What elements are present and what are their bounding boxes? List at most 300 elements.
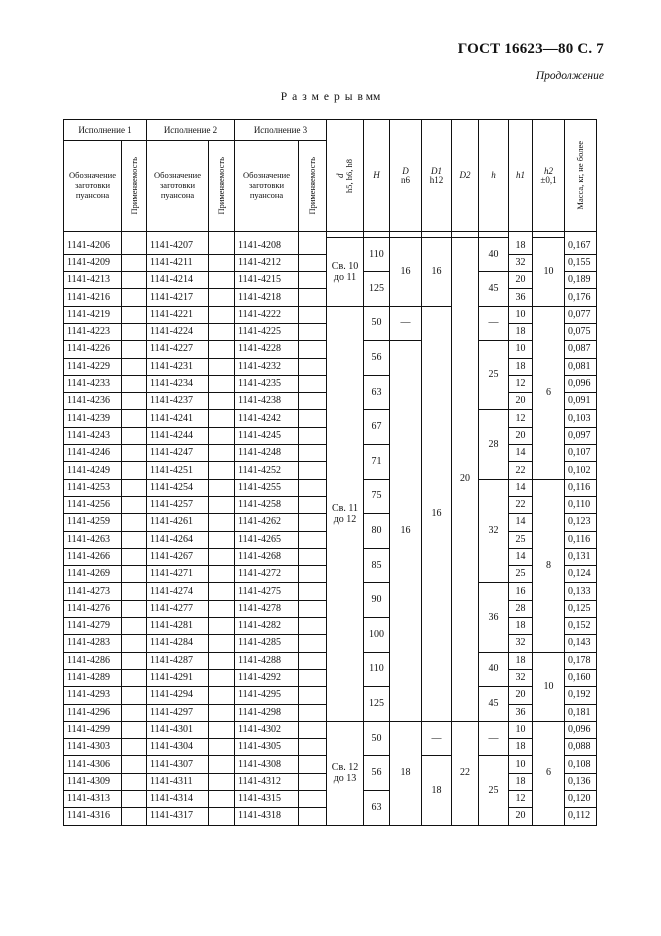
cell-h: 40 <box>479 238 509 272</box>
header-H: H <box>364 120 390 232</box>
header-designation-2 <box>147 141 209 232</box>
designation-exec3: 1141-4238 <box>235 393 299 410</box>
designation-exec1: 1141-4289 <box>64 669 122 686</box>
cell-mass: 0,088 <box>565 739 597 756</box>
cell-h: 50 <box>364 721 390 756</box>
designation-exec3: 1141-4265 <box>235 531 299 548</box>
cell-h1: 32 <box>509 254 533 271</box>
cell-h1: 18 <box>509 618 533 635</box>
designation-exec3: 1141-4288 <box>235 652 299 669</box>
designation-exec2: 1141-4304 <box>147 739 209 756</box>
cell-h: 36 <box>479 583 509 652</box>
applicability-exec1 <box>122 652 147 669</box>
cell-h1: 14 <box>509 514 533 531</box>
cell-h1: 18 <box>509 358 533 375</box>
cell-mass: 0,123 <box>565 514 597 531</box>
applicability-exec3 <box>299 427 327 444</box>
designation-exec3: 1141-4245 <box>235 427 299 444</box>
cell-mass: 0,143 <box>565 635 597 652</box>
cell-mass: 0,189 <box>565 272 597 289</box>
designation-exec2: 1141-4211 <box>147 254 209 271</box>
header-designation-1-text: Обозначение заготовки пуансона <box>69 170 116 200</box>
applicability-exec1 <box>122 739 147 756</box>
cell-h: 110 <box>364 652 390 687</box>
cell-mass: 0,107 <box>565 445 597 462</box>
applicability-exec3 <box>299 652 327 669</box>
designation-exec3: 1141-4255 <box>235 479 299 496</box>
header-h2-symbol: h2 <box>544 165 553 176</box>
designation-exec2: 1141-4264 <box>147 531 209 548</box>
cell-mass: 0,097 <box>565 427 597 444</box>
cell-h2: 6 <box>533 306 565 479</box>
cell-h1: 36 <box>509 704 533 721</box>
designation-exec3: 1141-4272 <box>235 566 299 583</box>
designation-exec3: 1141-4298 <box>235 704 299 721</box>
designation-exec2: 1141-4271 <box>147 566 209 583</box>
applicability-exec1 <box>122 618 147 635</box>
designation-exec1: 1141-4293 <box>64 687 122 704</box>
header-applicability-2 <box>209 141 235 232</box>
cell-h1: 20 <box>509 687 533 704</box>
applicability-exec2 <box>209 254 235 271</box>
applicability-exec2 <box>209 445 235 462</box>
header-designation-3 <box>235 141 299 232</box>
designation-exec2: 1141-4291 <box>147 669 209 686</box>
cell-d1: — <box>422 721 452 756</box>
applicability-exec1 <box>122 445 147 462</box>
page-header: ГОСТ 16623—80 С. 7 <box>457 41 604 57</box>
cell-h1: 36 <box>509 289 533 306</box>
cell-mass: 0,075 <box>565 323 597 340</box>
applicability-exec1 <box>122 479 147 496</box>
cell-h1: 12 <box>509 791 533 808</box>
table-row <box>64 721 597 738</box>
header-D1-tol: h12 <box>429 174 444 185</box>
designation-exec2: 1141-4301 <box>147 721 209 738</box>
applicability-exec3 <box>299 514 327 531</box>
cell-mass: 0,112 <box>565 808 597 825</box>
cell-mass: 0,081 <box>565 358 597 375</box>
cell-h: 56 <box>364 756 390 791</box>
designation-exec3: 1141-4315 <box>235 791 299 808</box>
applicability-exec3 <box>299 341 327 358</box>
header-exec2: Исполнение 2 <box>147 120 235 141</box>
designation-exec3: 1141-4318 <box>235 808 299 825</box>
designation-exec1: 1141-4239 <box>64 410 122 427</box>
cell-h: 63 <box>364 375 390 410</box>
applicability-exec3 <box>299 721 327 738</box>
applicability-exec3 <box>299 669 327 686</box>
designation-exec1: 1141-4243 <box>64 427 122 444</box>
designation-exec1: 1141-4253 <box>64 479 122 496</box>
applicability-exec3 <box>299 496 327 513</box>
designation-exec3: 1141-4275 <box>235 583 299 600</box>
cell-h: 100 <box>364 618 390 653</box>
designation-exec3: 1141-4262 <box>235 514 299 531</box>
header-applicability-1 <box>122 141 147 232</box>
cell-d: 16 <box>390 238 422 307</box>
cell-mass: 0,116 <box>565 531 597 548</box>
cell-mass: 0,152 <box>565 618 597 635</box>
cell-d: 18 <box>390 721 422 825</box>
designation-exec2: 1141-4274 <box>147 583 209 600</box>
applicability-exec3 <box>299 548 327 565</box>
designation-exec3: 1141-4225 <box>235 323 299 340</box>
cell-h1: 10 <box>509 306 533 323</box>
cell-mass: 0,181 <box>565 704 597 721</box>
designation-exec1: 1141-4246 <box>64 445 122 462</box>
designation-exec2: 1141-4281 <box>147 618 209 635</box>
applicability-exec1 <box>122 531 147 548</box>
applicability-exec2 <box>209 773 235 790</box>
applicability-exec3 <box>299 739 327 756</box>
applicability-exec2 <box>209 669 235 686</box>
designation-exec2: 1141-4247 <box>147 445 209 462</box>
header-exec3: Исполнение 3 <box>235 120 327 141</box>
applicability-exec3 <box>299 410 327 427</box>
applicability-exec2 <box>209 721 235 738</box>
applicability-exec3 <box>299 479 327 496</box>
applicability-exec1 <box>122 808 147 825</box>
cell-h1: 20 <box>509 393 533 410</box>
designation-exec1: 1141-4266 <box>64 548 122 565</box>
cell-h: 110 <box>364 238 390 272</box>
applicability-exec3 <box>299 254 327 271</box>
cell-h: 75 <box>364 479 390 514</box>
cell-h1: 12 <box>509 410 533 427</box>
cell-h1: 14 <box>509 479 533 496</box>
cell-mass: 0,167 <box>565 238 597 255</box>
applicability-exec2 <box>209 600 235 617</box>
cell-h: 28 <box>479 410 509 479</box>
designation-exec1: 1141-4233 <box>64 375 122 392</box>
header-D-tol: n6 <box>401 174 410 185</box>
applicability-exec2 <box>209 791 235 808</box>
applicability-exec3 <box>299 238 327 255</box>
cell-d2: 20 <box>452 238 479 722</box>
header-h1: h1 <box>509 120 533 232</box>
sizes-caption <box>0 91 661 103</box>
applicability-exec2 <box>209 531 235 548</box>
designation-exec2: 1141-4231 <box>147 358 209 375</box>
applicability-exec3 <box>299 462 327 479</box>
designation-exec3: 1141-4295 <box>235 687 299 704</box>
cell-h: 71 <box>364 445 390 480</box>
applicability-exec1 <box>122 427 147 444</box>
applicability-exec1 <box>122 393 147 410</box>
cell-mass: 0,116 <box>565 479 597 496</box>
cell-h: 56 <box>364 341 390 376</box>
designation-exec2: 1141-4224 <box>147 323 209 340</box>
cell-mass: 0,087 <box>565 341 597 358</box>
applicability-exec2 <box>209 272 235 289</box>
cell-h1: 22 <box>509 496 533 513</box>
designation-exec3: 1141-4312 <box>235 773 299 790</box>
designation-exec2: 1141-4217 <box>147 289 209 306</box>
designation-exec2: 1141-4277 <box>147 600 209 617</box>
designation-exec1: 1141-4229 <box>64 358 122 375</box>
cell-h1: 14 <box>509 445 533 462</box>
cell-h1: 18 <box>509 323 533 340</box>
designation-exec3: 1141-4252 <box>235 462 299 479</box>
applicability-exec3 <box>299 272 327 289</box>
cell-h1: 18 <box>509 238 533 255</box>
applicability-exec3 <box>299 289 327 306</box>
cell-h: 63 <box>364 791 390 826</box>
designation-exec1: 1141-4256 <box>64 496 122 513</box>
cell-h1: 12 <box>509 375 533 392</box>
designation-exec1: 1141-4283 <box>64 635 122 652</box>
designation-exec2: 1141-4314 <box>147 791 209 808</box>
designation-exec2: 1141-4237 <box>147 393 209 410</box>
designation-exec1: 1141-4316 <box>64 808 122 825</box>
designation-exec2: 1141-4244 <box>147 427 209 444</box>
designation-exec2: 1141-4207 <box>147 238 209 255</box>
applicability-exec1 <box>122 514 147 531</box>
designation-exec2: 1141-4317 <box>147 808 209 825</box>
applicability-exec1 <box>122 254 147 271</box>
designation-exec3: 1141-4222 <box>235 306 299 323</box>
designation-exec2: 1141-4221 <box>147 306 209 323</box>
cell-mass: 0,136 <box>565 773 597 790</box>
designation-exec2: 1141-4261 <box>147 514 209 531</box>
applicability-exec3 <box>299 583 327 600</box>
cell-h: 50 <box>364 306 390 341</box>
cell-mass: 0,110 <box>565 496 597 513</box>
applicability-exec1 <box>122 566 147 583</box>
designation-exec2: 1141-4251 <box>147 462 209 479</box>
applicability-exec2 <box>209 375 235 392</box>
cell-h: 32 <box>479 479 509 583</box>
cell-mass: 0,131 <box>565 548 597 565</box>
continuation-label: Продолжение <box>535 70 604 82</box>
designation-exec1: 1141-4276 <box>64 600 122 617</box>
cell-h: 25 <box>479 341 509 410</box>
designation-exec1: 1141-4306 <box>64 756 122 773</box>
applicability-exec1 <box>122 600 147 617</box>
designation-exec2: 1141-4214 <box>147 272 209 289</box>
cell-h1: 14 <box>509 548 533 565</box>
cell-mass: 0,178 <box>565 652 597 669</box>
cell-h: 80 <box>364 514 390 549</box>
designation-exec1: 1141-4299 <box>64 721 122 738</box>
cell-d: Св. 11 до 12 <box>327 306 364 721</box>
header-h: h <box>479 120 509 232</box>
cell-h1: 18 <box>509 773 533 790</box>
cell-mass: 0,091 <box>565 393 597 410</box>
cell-h1: 28 <box>509 600 533 617</box>
cell-d1: 16 <box>422 306 452 721</box>
applicability-exec1 <box>122 375 147 392</box>
cell-h1: 18 <box>509 739 533 756</box>
designation-exec1: 1141-4279 <box>64 618 122 635</box>
sizes-word: Размеры <box>280 91 358 103</box>
applicability-exec2 <box>209 548 235 565</box>
designation-exec2: 1141-4267 <box>147 548 209 565</box>
cell-h1: 25 <box>509 531 533 548</box>
designation-exec3: 1141-4278 <box>235 600 299 617</box>
designation-exec2: 1141-4257 <box>147 496 209 513</box>
header-h2-tol: ±0,1 <box>540 174 557 185</box>
designation-exec2: 1141-4227 <box>147 341 209 358</box>
cell-d: 16 <box>390 341 422 722</box>
designation-exec1: 1141-4313 <box>64 791 122 808</box>
designation-exec3: 1141-4305 <box>235 739 299 756</box>
header-mass <box>565 120 597 232</box>
header-mass-text: Масса, кг, не более <box>575 141 586 210</box>
applicability-exec2 <box>209 462 235 479</box>
table-row <box>64 238 597 255</box>
header-designation-1 <box>64 141 122 232</box>
designation-exec1: 1141-4223 <box>64 323 122 340</box>
designation-exec3: 1141-4248 <box>235 445 299 462</box>
applicability-exec2 <box>209 739 235 756</box>
header-D-symbol: D <box>402 165 409 176</box>
header-D2: D2 <box>452 120 479 232</box>
cell-h: 45 <box>479 687 509 722</box>
applicability-exec1 <box>122 548 147 565</box>
cell-h2: 6 <box>533 721 565 825</box>
cell-h: 85 <box>364 548 390 583</box>
header-d <box>327 120 364 232</box>
designation-exec3: 1141-4212 <box>235 254 299 271</box>
cell-h1: 10 <box>509 341 533 358</box>
cell-h2: 10 <box>533 238 565 307</box>
cell-h2: 8 <box>533 479 565 652</box>
cell-h: 125 <box>364 687 390 722</box>
designation-exec3: 1141-4282 <box>235 618 299 635</box>
designation-exec2: 1141-4254 <box>147 479 209 496</box>
designation-exec3: 1141-4292 <box>235 669 299 686</box>
cell-mass: 0,108 <box>565 756 597 773</box>
header-exec1: Исполнение 1 <box>64 120 147 141</box>
designation-exec3: 1141-4285 <box>235 635 299 652</box>
designation-exec3: 1141-4268 <box>235 548 299 565</box>
applicability-exec2 <box>209 566 235 583</box>
header-h2 <box>533 120 565 232</box>
designation-exec3: 1141-4218 <box>235 289 299 306</box>
designation-exec2: 1141-4311 <box>147 773 209 790</box>
designation-exec1: 1141-4213 <box>64 272 122 289</box>
applicability-exec1 <box>122 791 147 808</box>
designation-exec1: 1141-4249 <box>64 462 122 479</box>
header-d-symbol: d <box>335 173 346 178</box>
applicability-exec2 <box>209 306 235 323</box>
applicability-exec2 <box>209 583 235 600</box>
cell-mass: 0,133 <box>565 583 597 600</box>
applicability-exec2 <box>209 756 235 773</box>
applicability-exec3 <box>299 756 327 773</box>
applicability-exec2 <box>209 808 235 825</box>
designation-exec1: 1141-4219 <box>64 306 122 323</box>
applicability-exec2 <box>209 635 235 652</box>
header-applicability-1-text: Применяемость <box>128 157 139 215</box>
applicability-exec2 <box>209 410 235 427</box>
header-D1 <box>422 120 452 232</box>
applicability-exec3 <box>299 375 327 392</box>
applicability-exec2 <box>209 289 235 306</box>
designation-exec1: 1141-4263 <box>64 531 122 548</box>
cell-h: 45 <box>479 272 509 307</box>
cell-h: 40 <box>479 652 509 687</box>
cell-h1: 18 <box>509 652 533 669</box>
applicability-exec1 <box>122 583 147 600</box>
applicability-exec2 <box>209 618 235 635</box>
cell-h2: 10 <box>533 652 565 721</box>
designation-exec3: 1141-4208 <box>235 238 299 255</box>
cell-d: Св. 10 до 11 <box>327 238 364 307</box>
dimensions-table <box>63 119 597 826</box>
designation-exec1: 1141-4273 <box>64 583 122 600</box>
applicability-exec1 <box>122 773 147 790</box>
designation-exec3: 1141-4228 <box>235 341 299 358</box>
applicability-exec1 <box>122 669 147 686</box>
cell-d1: 16 <box>422 238 452 307</box>
cell-h: — <box>479 306 509 341</box>
cell-mass: 0,077 <box>565 306 597 323</box>
applicability-exec3 <box>299 600 327 617</box>
designation-exec2: 1141-4287 <box>147 652 209 669</box>
designation-exec3: 1141-4232 <box>235 358 299 375</box>
applicability-exec1 <box>122 687 147 704</box>
designation-exec1: 1141-4209 <box>64 254 122 271</box>
applicability-exec2 <box>209 652 235 669</box>
cell-h1: 32 <box>509 635 533 652</box>
applicability-exec3 <box>299 566 327 583</box>
cell-h1: 16 <box>509 583 533 600</box>
applicability-exec3 <box>299 445 327 462</box>
designation-exec3: 1141-4235 <box>235 375 299 392</box>
applicability-exec3 <box>299 358 327 375</box>
designation-exec2: 1141-4234 <box>147 375 209 392</box>
cell-mass: 0,102 <box>565 462 597 479</box>
applicability-exec3 <box>299 791 327 808</box>
applicability-exec3 <box>299 635 327 652</box>
cell-d1: 18 <box>422 756 452 825</box>
cell-mass: 0,103 <box>565 410 597 427</box>
applicability-exec2 <box>209 358 235 375</box>
applicability-exec3 <box>299 687 327 704</box>
cell-mass: 0,160 <box>565 669 597 686</box>
applicability-exec1 <box>122 323 147 340</box>
cell-d: — <box>390 306 422 341</box>
sizes-unit: в мм <box>357 91 381 103</box>
applicability-exec1 <box>122 238 147 255</box>
applicability-exec2 <box>209 687 235 704</box>
cell-mass: 0,192 <box>565 687 597 704</box>
designation-exec2: 1141-4297 <box>147 704 209 721</box>
header-D <box>390 120 422 232</box>
cell-mass: 0,096 <box>565 375 597 392</box>
designation-exec2: 1141-4294 <box>147 687 209 704</box>
designation-exec1: 1141-4259 <box>64 514 122 531</box>
applicability-exec3 <box>299 531 327 548</box>
cell-h: 90 <box>364 583 390 618</box>
applicability-exec2 <box>209 704 235 721</box>
header-designation-2-text: Обозначение заготовки пуансона <box>154 170 201 200</box>
designation-exec1: 1141-4236 <box>64 393 122 410</box>
applicability-exec2 <box>209 238 235 255</box>
applicability-exec1 <box>122 306 147 323</box>
designation-exec2: 1141-4284 <box>147 635 209 652</box>
cell-mass: 0,155 <box>565 254 597 271</box>
cell-d2: 22 <box>452 721 479 825</box>
designation-exec3: 1141-4302 <box>235 721 299 738</box>
designation-exec1: 1141-4303 <box>64 739 122 756</box>
cell-h1: 20 <box>509 808 533 825</box>
designation-exec3: 1141-4308 <box>235 756 299 773</box>
applicability-exec1 <box>122 635 147 652</box>
